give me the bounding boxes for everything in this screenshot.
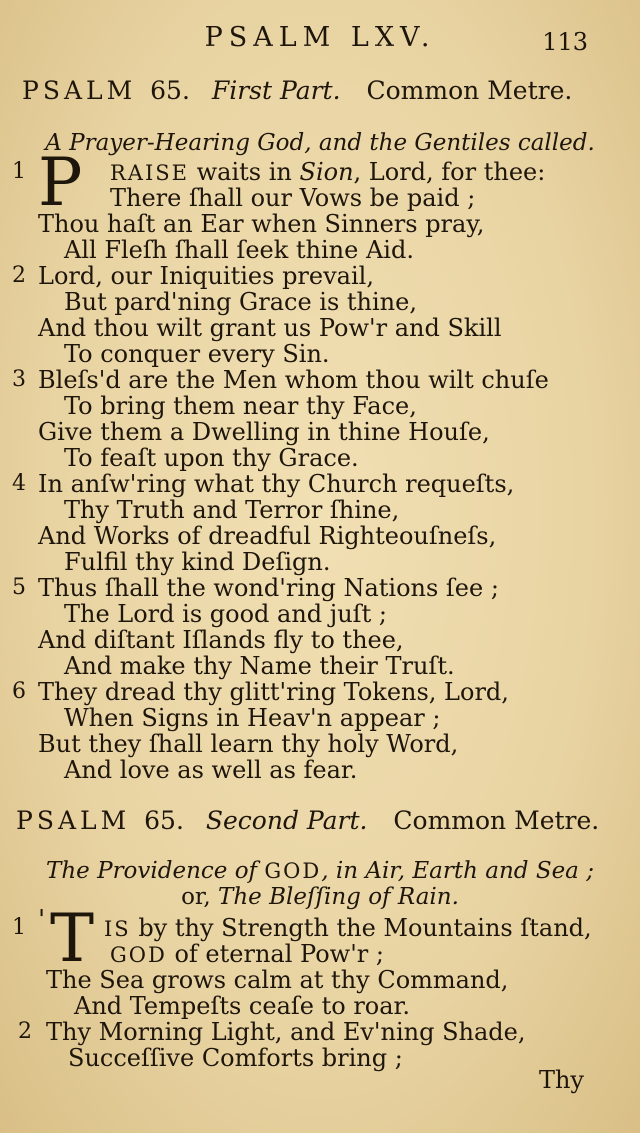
part2-heading	[16, 806, 600, 840]
apostrophe: '	[38, 905, 46, 935]
god-caps: GOD	[264, 859, 322, 883]
verse-line: But they ſhall learn thy holy Word,	[38, 730, 459, 758]
verse-number: 1	[12, 915, 26, 940]
part2-subtitle-alt: or, The Bleſſing of Rain.	[181, 884, 459, 910]
verse-line: And diſtant Iſlands fly to thee,	[38, 626, 404, 654]
verse-number: 5	[12, 575, 26, 600]
verse-line: To conquer every Sin.	[64, 340, 330, 368]
page-number: 113	[542, 28, 588, 56]
part1-heading	[22, 76, 582, 110]
verse-line: Thus ſhall the wond'ring Nations ſee ;	[38, 574, 499, 602]
verse-line: Thou haſt an Ear when Sinners pray,	[38, 210, 485, 238]
drop-cap: T	[50, 900, 95, 977]
cap-word: RAISE	[110, 161, 189, 185]
verse-number: 6	[12, 679, 26, 704]
verse-number: 4	[12, 471, 26, 496]
verse-line: They dread thy glitt'ring Tokens, Lord,	[38, 678, 509, 706]
verse-line: Lord, our Iniquities prevail,	[38, 262, 374, 290]
verse-number: 1	[12, 159, 26, 184]
running-head	[0, 22, 640, 58]
part-label: Second Part.	[205, 806, 368, 835]
part1-subtitle: A Prayer-Hearing God, and the Gentiles called.	[45, 130, 595, 156]
metre-label: Common Metre.	[366, 76, 573, 105]
psalm-number: 65.	[150, 76, 190, 105]
cap-word: GOD	[110, 943, 167, 967]
verse-line: And make thy Name their Truſt.	[64, 652, 455, 680]
running-title: PSALM LXV.	[204, 22, 436, 53]
verse-number: 2	[12, 263, 26, 288]
metre-label: Common Metre.	[393, 806, 600, 835]
psalm-label: PSALM	[22, 76, 137, 105]
verse-line: Bleſs'd are the Men whom thou wilt chuſe	[38, 366, 549, 394]
verse-line: Succeſſive Comforts bring ;	[68, 1044, 403, 1072]
verse-line: Thy Morning Light, and Ev'ning Shade,	[46, 1018, 526, 1046]
cap-word: IS	[104, 917, 131, 941]
verse-line: In anſw'ring what thy Church requeſts,	[38, 470, 515, 498]
catchword: Thy	[538, 1066, 584, 1094]
verse-line: And Tempeſts ceaſe to roar.	[74, 992, 411, 1020]
verse-line: And Works of dreadful Righteouſneſs,	[38, 522, 497, 550]
drop-cap: P	[38, 144, 83, 221]
verse-line: And thou wilt grant us Pow'r and Skill	[38, 314, 502, 342]
part-label: First Part.	[211, 76, 341, 105]
part2-subtitle: The Providence of GOD, in Air, Earth and Sea ;	[46, 858, 594, 884]
verse-number: 3	[12, 367, 26, 392]
verse-line: GOD of eternal Pow'r ;	[110, 940, 384, 968]
verse-line: Fulfil thy kind Deſign.	[64, 548, 331, 576]
verse-number: 2	[18, 1019, 32, 1044]
verse-line: Give them a Dwelling in thine Houſe,	[38, 418, 490, 446]
verse-line: All Fleſh ſhall ſeek thine Aid.	[64, 236, 414, 264]
verse-line: The Sea grows calm at thy Command,	[46, 966, 509, 994]
verse-line: To bring them near thy Face,	[64, 392, 417, 420]
verse-line: And love as well as fear.	[64, 756, 358, 784]
verse-line: The Lord is good and juſt ;	[64, 600, 387, 628]
psalm-number: 65.	[144, 806, 184, 835]
psalm-label: PSALM	[16, 806, 131, 835]
verse-line: To feaſt upon thy Grace.	[64, 444, 359, 472]
italic-word: Sion	[299, 158, 354, 186]
verse-line: Thy Truth and Terror ſhine,	[64, 496, 400, 524]
verse-line: There ſhall our Vows be paid ;	[110, 184, 476, 212]
verse-line: But pard'ning Grace is thine,	[64, 288, 417, 316]
verse-line: IS by thy Strength the Mountains ſtand,	[104, 914, 592, 942]
verse-line: When Signs in Heav'n appear ;	[64, 704, 441, 732]
verse-line: RAISE waits in Sion, Lord, for thee:	[110, 158, 546, 186]
